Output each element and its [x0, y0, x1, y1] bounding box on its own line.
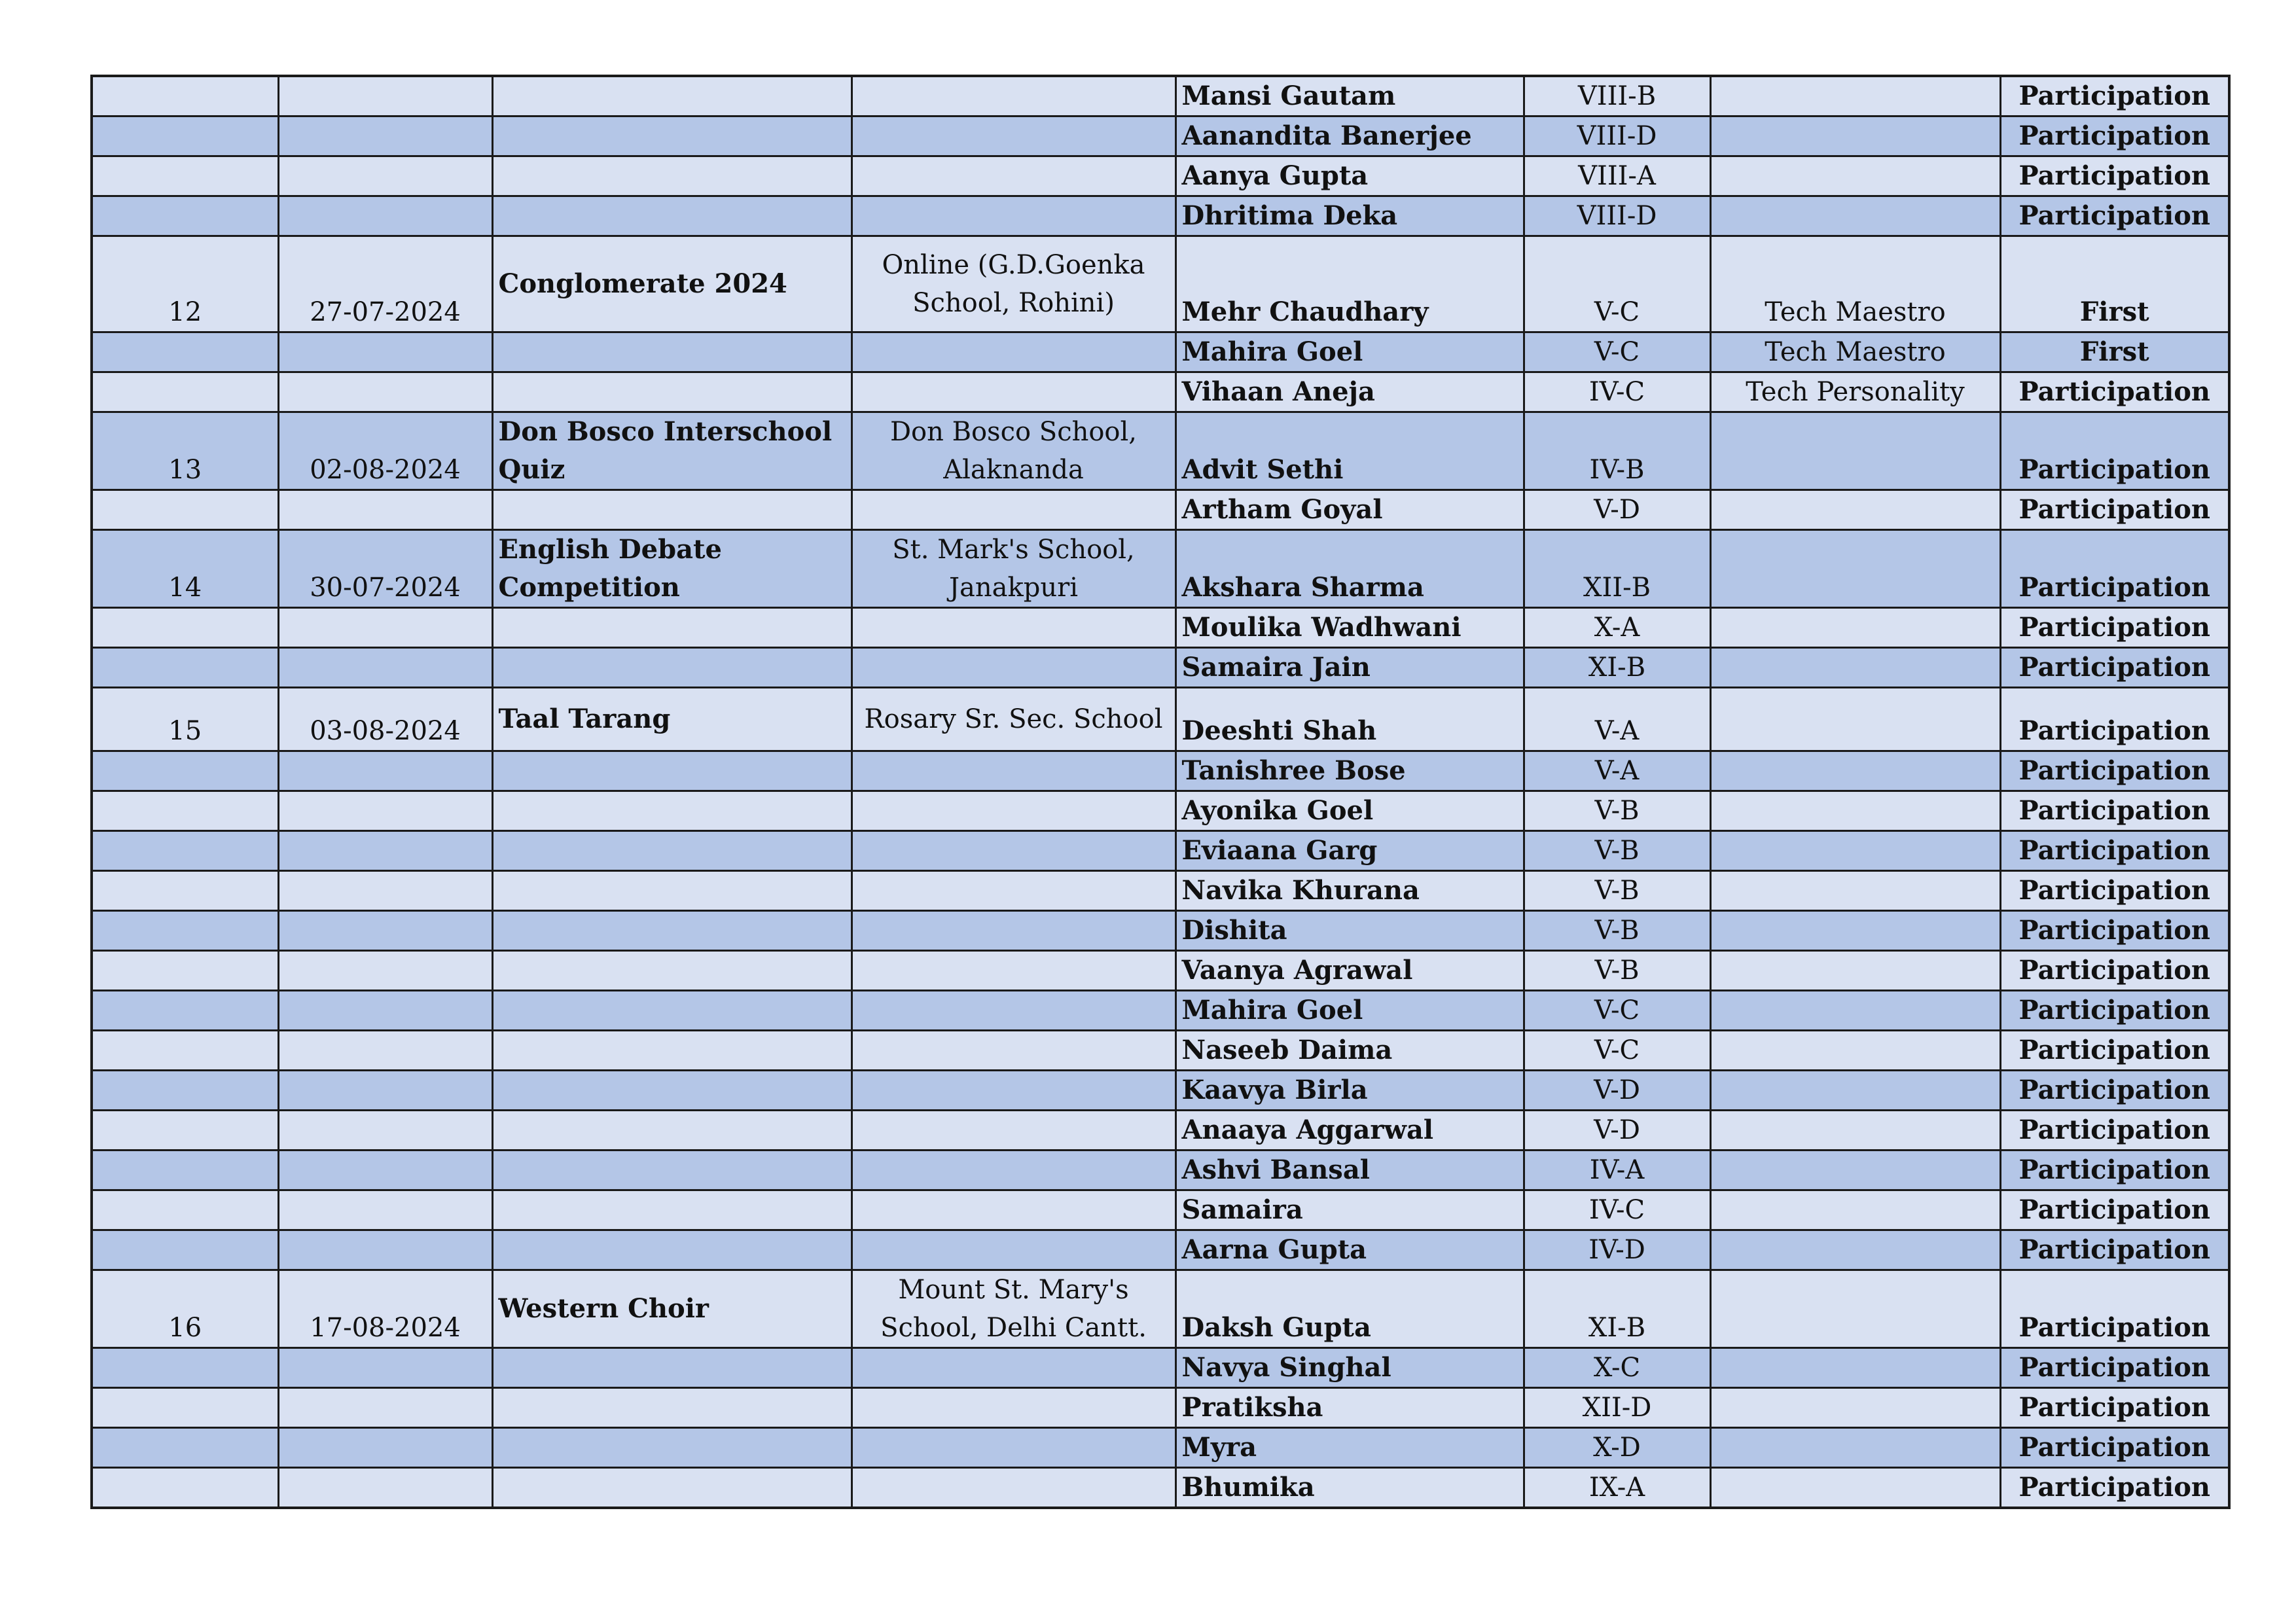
date-cell [278, 911, 492, 951]
table-row [92, 196, 2229, 236]
table-row [92, 1388, 2229, 1428]
table-row [92, 116, 2229, 156]
table-row [92, 1190, 2229, 1230]
position-cell: Participation [2000, 831, 2229, 871]
date-cell [278, 196, 492, 236]
position-cell: Participation [2000, 1071, 2229, 1111]
venue-cell [852, 1468, 1175, 1508]
category-cell [1710, 1428, 2000, 1468]
class-section-cell: XI-B [1524, 1270, 1710, 1348]
event-name-cell [492, 1190, 852, 1230]
serial-number-cell [92, 1031, 278, 1071]
serial-number-cell [92, 991, 278, 1031]
student-name-cell: Ashvi Bansal [1175, 1150, 1524, 1190]
category-cell [1710, 1031, 2000, 1071]
venue-cell [852, 911, 1175, 951]
table-row [92, 688, 2229, 751]
class-section-cell: IV-B [1524, 412, 1710, 490]
position-cell: Participation [2000, 991, 2229, 1031]
event-name-cell [492, 1111, 852, 1150]
venue-cell: Don Bosco School, Alaknanda [852, 412, 1175, 490]
position-cell: Participation [2000, 871, 2229, 911]
event-name-cell [492, 1348, 852, 1388]
date-cell [278, 831, 492, 871]
category-cell [1710, 831, 2000, 871]
student-name-cell: Navika Khurana [1175, 871, 1524, 911]
table-row [92, 831, 2229, 871]
position-cell: Participation [2000, 1468, 2229, 1508]
event-name-cell [492, 372, 852, 412]
date-cell [278, 1230, 492, 1270]
date-cell [278, 608, 492, 648]
serial-number-cell [92, 608, 278, 648]
date-cell [278, 751, 492, 791]
student-name-cell: Myra [1175, 1428, 1524, 1468]
student-name-cell: Ayonika Goel [1175, 791, 1524, 831]
category-cell [1710, 608, 2000, 648]
student-name-cell: Dhritima Deka [1175, 196, 1524, 236]
position-cell: Participation [2000, 530, 2229, 608]
student-name-cell: Tanishree Bose [1175, 751, 1524, 791]
date-cell [278, 1190, 492, 1230]
venue-cell [852, 490, 1175, 530]
date-cell [278, 791, 492, 831]
table-row [92, 1150, 2229, 1190]
class-section-cell: V-B [1524, 791, 1710, 831]
class-section-cell: IV-D [1524, 1230, 1710, 1270]
event-name-cell [492, 196, 852, 236]
student-name-cell: Artham Goyal [1175, 490, 1524, 530]
position-cell: Participation [2000, 608, 2229, 648]
event-name-cell [492, 791, 852, 831]
class-section-cell: V-D [1524, 490, 1710, 530]
serial-number-cell: 14 [92, 530, 278, 608]
event-name-cell [492, 156, 852, 196]
class-section-cell: IV-C [1524, 1190, 1710, 1230]
event-name-cell [492, 332, 852, 372]
table-row [92, 1348, 2229, 1388]
event-name-cell [492, 1428, 852, 1468]
serial-number-cell [92, 871, 278, 911]
class-section-cell: V-C [1524, 236, 1710, 332]
serial-number-cell [92, 490, 278, 530]
venue-cell [852, 1230, 1175, 1270]
category-cell [1710, 1111, 2000, 1150]
serial-number-cell [92, 156, 278, 196]
date-cell: 02-08-2024 [278, 412, 492, 490]
venue-cell [852, 951, 1175, 991]
position-cell: Participation [2000, 1031, 2229, 1071]
class-section-cell: V-A [1524, 688, 1710, 751]
category-cell [1710, 1270, 2000, 1348]
class-section-cell: V-C [1524, 332, 1710, 372]
class-section-cell: XII-B [1524, 530, 1710, 608]
table-row [92, 236, 2229, 332]
position-cell: Participation [2000, 688, 2229, 751]
date-cell [278, 951, 492, 991]
category-cell [1710, 791, 2000, 831]
event-name-cell [492, 991, 852, 1031]
student-name-cell: Moulika Wadhwani [1175, 608, 1524, 648]
class-section-cell: VIII-D [1524, 116, 1710, 156]
student-name-cell: Eviaana Garg [1175, 831, 1524, 871]
event-name-cell [492, 116, 852, 156]
event-name-cell: Conglomerate 2024 [492, 236, 852, 332]
date-cell: 27-07-2024 [278, 236, 492, 332]
position-cell: Participation [2000, 791, 2229, 831]
position-cell: Participation [2000, 951, 2229, 991]
date-cell [278, 1388, 492, 1428]
class-section-cell: IX-A [1524, 1468, 1710, 1508]
event-name-cell: Taal Tarang [492, 688, 852, 751]
serial-number-cell: 13 [92, 412, 278, 490]
class-section-cell: XI-B [1524, 648, 1710, 688]
venue-cell [852, 1071, 1175, 1111]
table-row [92, 1031, 2229, 1071]
serial-number-cell [92, 1190, 278, 1230]
venue-cell: Rosary Sr. Sec. School [852, 688, 1175, 751]
class-section-cell: V-B [1524, 951, 1710, 991]
table-row [92, 1468, 2229, 1508]
class-section-cell: IV-C [1524, 372, 1710, 412]
category-cell [1710, 1468, 2000, 1508]
event-name-cell [492, 1071, 852, 1111]
category-cell [1710, 530, 2000, 608]
category-cell [1710, 76, 2000, 116]
venue-cell [852, 648, 1175, 688]
event-name-cell [492, 951, 852, 991]
serial-number-cell [92, 1071, 278, 1111]
venue-cell: Online (G.D.Goenka School, Rohini) [852, 236, 1175, 332]
position-cell: Participation [2000, 911, 2229, 951]
position-cell: Participation [2000, 1428, 2229, 1468]
class-section-cell: VIII-A [1524, 156, 1710, 196]
table-body [92, 76, 2229, 1508]
class-section-cell: VIII-B [1524, 76, 1710, 116]
event-name-cell [492, 648, 852, 688]
student-name-cell: Mansi Gautam [1175, 76, 1524, 116]
venue-cell [852, 332, 1175, 372]
date-cell [278, 1031, 492, 1071]
student-name-cell: Navya Singhal [1175, 1348, 1524, 1388]
student-name-cell: Mahira Goel [1175, 332, 1524, 372]
student-name-cell: Akshara Sharma [1175, 530, 1524, 608]
class-section-cell: VIII-D [1524, 196, 1710, 236]
category-cell [1710, 156, 2000, 196]
class-section-cell: V-C [1524, 991, 1710, 1031]
student-name-cell: Aanya Gupta [1175, 156, 1524, 196]
serial-number-cell [92, 1388, 278, 1428]
student-name-cell: Advit Sethi [1175, 412, 1524, 490]
position-cell: Participation [2000, 1388, 2229, 1428]
event-name-cell [492, 76, 852, 116]
venue-cell [852, 791, 1175, 831]
table-row [92, 951, 2229, 991]
class-section-cell: XII-D [1524, 1388, 1710, 1428]
date-cell: 30-07-2024 [278, 530, 492, 608]
serial-number-cell [92, 372, 278, 412]
venue-cell [852, 608, 1175, 648]
category-cell [1710, 1388, 2000, 1428]
date-cell [278, 372, 492, 412]
event-name-cell [492, 871, 852, 911]
student-name-cell: Vihaan Aneja [1175, 372, 1524, 412]
event-name-cell [492, 490, 852, 530]
serial-number-cell [92, 648, 278, 688]
table-row [92, 991, 2229, 1031]
venue-cell [852, 156, 1175, 196]
serial-number-cell [92, 196, 278, 236]
venue-cell [852, 76, 1175, 116]
venue-cell [852, 871, 1175, 911]
table-row [92, 911, 2229, 951]
student-name-cell: Bhumika [1175, 1468, 1524, 1508]
date-cell [278, 1071, 492, 1111]
venue-cell [852, 116, 1175, 156]
category-cell: Tech Maestro [1710, 236, 2000, 332]
serial-number-cell [92, 76, 278, 116]
serial-number-cell [92, 951, 278, 991]
table-row [92, 648, 2229, 688]
event-name-cell [492, 831, 852, 871]
event-name-cell [492, 1388, 852, 1428]
serial-number-cell: 15 [92, 688, 278, 751]
table-row [92, 156, 2229, 196]
table-row [92, 751, 2229, 791]
table-row [92, 490, 2229, 530]
position-cell: Participation [2000, 412, 2229, 490]
venue-cell [852, 1428, 1175, 1468]
student-name-cell: Aarna Gupta [1175, 1230, 1524, 1270]
venue-cell [852, 1190, 1175, 1230]
class-section-cell: V-B [1524, 831, 1710, 871]
serial-number-cell [92, 1230, 278, 1270]
student-name-cell: Deeshti Shah [1175, 688, 1524, 751]
date-cell [278, 156, 492, 196]
category-cell [1710, 1348, 2000, 1388]
venue-cell [852, 372, 1175, 412]
category-cell [1710, 1230, 2000, 1270]
category-cell [1710, 1071, 2000, 1111]
serial-number-cell: 16 [92, 1270, 278, 1348]
table-row [92, 1270, 2229, 1348]
category-cell [1710, 911, 2000, 951]
date-cell [278, 332, 492, 372]
student-name-cell: Mehr Chaudhary [1175, 236, 1524, 332]
category-cell [1710, 648, 2000, 688]
event-name-cell: Don Bosco Interschool Quiz [492, 412, 852, 490]
student-name-cell: Mahira Goel [1175, 991, 1524, 1031]
category-cell [1710, 1190, 2000, 1230]
venue-cell [852, 1150, 1175, 1190]
class-section-cell: X-A [1524, 608, 1710, 648]
student-name-cell: Anaaya Aggarwal [1175, 1111, 1524, 1150]
position-cell: Participation [2000, 1150, 2229, 1190]
table-row [92, 1111, 2229, 1150]
venue-cell [852, 991, 1175, 1031]
class-section-cell: IV-A [1524, 1150, 1710, 1190]
position-cell: First [2000, 236, 2229, 332]
event-name-cell [492, 608, 852, 648]
event-name-cell: Western Choir [492, 1270, 852, 1348]
position-cell: Participation [2000, 1270, 2229, 1348]
category-cell [1710, 490, 2000, 530]
position-cell: Participation [2000, 1348, 2229, 1388]
serial-number-cell [92, 831, 278, 871]
class-section-cell: V-D [1524, 1071, 1710, 1111]
class-section-cell: V-B [1524, 911, 1710, 951]
category-cell [1710, 1150, 2000, 1190]
venue-cell [852, 196, 1175, 236]
class-section-cell: V-B [1524, 871, 1710, 911]
position-cell: Participation [2000, 1111, 2229, 1150]
table-row [92, 1071, 2229, 1111]
student-name-cell: Kaavya Birla [1175, 1071, 1524, 1111]
event-name-cell [492, 1230, 852, 1270]
date-cell [278, 1468, 492, 1508]
event-name-cell [492, 751, 852, 791]
class-section-cell: V-D [1524, 1111, 1710, 1150]
position-cell: Participation [2000, 751, 2229, 791]
date-cell [278, 1428, 492, 1468]
student-name-cell: Samaira Jain [1175, 648, 1524, 688]
event-name-cell [492, 1150, 852, 1190]
serial-number-cell [92, 332, 278, 372]
position-cell: Participation [2000, 156, 2229, 196]
serial-number-cell [92, 791, 278, 831]
date-cell [278, 76, 492, 116]
student-name-cell: Naseeb Daima [1175, 1031, 1524, 1071]
student-name-cell: Vaanya Agrawal [1175, 951, 1524, 991]
event-name-cell [492, 1031, 852, 1071]
class-section-cell: V-C [1524, 1031, 1710, 1071]
serial-number-cell [92, 911, 278, 951]
table-row [92, 791, 2229, 831]
venue-cell [852, 1111, 1175, 1150]
date-cell: 17-08-2024 [278, 1270, 492, 1348]
venue-cell [852, 751, 1175, 791]
position-cell: Participation [2000, 116, 2229, 156]
category-cell [1710, 116, 2000, 156]
category-cell: Tech Maestro [1710, 332, 2000, 372]
venue-cell [852, 1031, 1175, 1071]
date-cell [278, 991, 492, 1031]
student-name-cell: Pratiksha [1175, 1388, 1524, 1428]
results-table [90, 75, 2231, 1509]
class-section-cell: V-A [1524, 751, 1710, 791]
category-cell [1710, 196, 2000, 236]
category-cell [1710, 688, 2000, 751]
student-name-cell: Daksh Gupta [1175, 1270, 1524, 1348]
date-cell [278, 490, 492, 530]
serial-number-cell: 12 [92, 236, 278, 332]
position-cell: Participation [2000, 1190, 2229, 1230]
student-name-cell: Samaira [1175, 1190, 1524, 1230]
category-cell [1710, 991, 2000, 1031]
position-cell: Participation [2000, 490, 2229, 530]
serial-number-cell [92, 1111, 278, 1150]
table-row [92, 608, 2229, 648]
venue-cell [852, 1348, 1175, 1388]
date-cell [278, 1111, 492, 1150]
class-section-cell: X-D [1524, 1428, 1710, 1468]
serial-number-cell [92, 1468, 278, 1508]
position-cell: Participation [2000, 196, 2229, 236]
position-cell: First [2000, 332, 2229, 372]
position-cell: Participation [2000, 372, 2229, 412]
venue-cell [852, 1388, 1175, 1428]
venue-cell [852, 831, 1175, 871]
category-cell: Tech Personality [1710, 372, 2000, 412]
class-section-cell: X-C [1524, 1348, 1710, 1388]
venue-cell: Mount St. Mary's School, Delhi Cantt. [852, 1270, 1175, 1348]
date-cell [278, 648, 492, 688]
serial-number-cell [92, 1150, 278, 1190]
table-row [92, 412, 2229, 490]
date-cell [278, 1150, 492, 1190]
table-row [92, 372, 2229, 412]
date-cell [278, 116, 492, 156]
table-row [92, 530, 2229, 608]
serial-number-cell [92, 751, 278, 791]
student-name-cell: Aanandita Banerjee [1175, 116, 1524, 156]
date-cell [278, 871, 492, 911]
date-cell: 03-08-2024 [278, 688, 492, 751]
category-cell [1710, 412, 2000, 490]
table-row [92, 1428, 2229, 1468]
category-cell [1710, 871, 2000, 911]
event-name-cell [492, 911, 852, 951]
event-name-cell: English Debate Competition [492, 530, 852, 608]
position-cell: Participation [2000, 1230, 2229, 1270]
category-cell [1710, 751, 2000, 791]
position-cell: Participation [2000, 76, 2229, 116]
venue-cell: St. Mark's School, Janakpuri [852, 530, 1175, 608]
serial-number-cell [92, 1428, 278, 1468]
table-row [92, 76, 2229, 116]
category-cell [1710, 951, 2000, 991]
table-row [92, 332, 2229, 372]
serial-number-cell [92, 116, 278, 156]
student-name-cell: Dishita [1175, 911, 1524, 951]
event-name-cell [492, 1468, 852, 1508]
position-cell: Participation [2000, 648, 2229, 688]
serial-number-cell [92, 1348, 278, 1388]
table-row [92, 871, 2229, 911]
date-cell [278, 1348, 492, 1388]
table-row [92, 1230, 2229, 1270]
